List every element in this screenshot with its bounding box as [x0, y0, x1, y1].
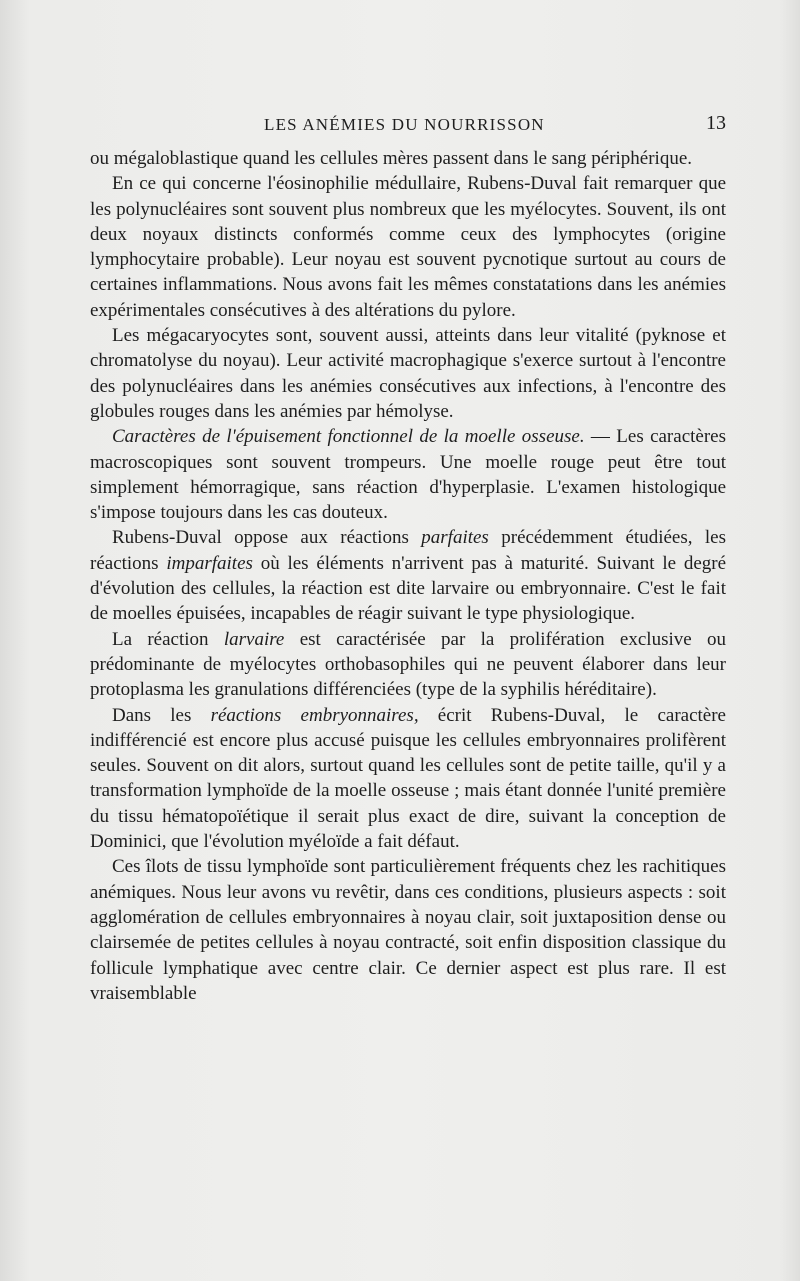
paragraph-1 [90, 146, 726, 171]
paragraph-2 [90, 171, 726, 323]
italic-term: réactions embryonnaires, [210, 704, 419, 726]
italic-term: imparfaites [166, 552, 253, 574]
paragraph-3 [90, 323, 726, 424]
paragraph-8 [90, 854, 726, 1006]
paragraph-text: est caractérisée par la prolifération exclusive ou prédominante de myélocytes orthobasophiles qui ne peuvent élaborer dans leur protoplasma les granulations différenciées (type de la syphilis héréditaire). [90, 628, 726, 701]
paragraph-text: Dans les [112, 704, 211, 726]
page-header [90, 112, 726, 142]
paragraph-text: — Les caractères macroscopiques sont souvent trompeurs. Une moelle rouge peut être tout simplement hémorragique, sans réaction d'hyperplasie. L'examen histologique s'impose toujours dans les cas douteux. [90, 426, 726, 524]
paragraph-text: ou mégaloblastique quand les cellules mères passent dans le sang périphérique. [90, 148, 693, 169]
paragraph-text: Les mégacaryocytes sont, souvent aussi, atteints dans leur vitalité (pyknose et chromatolyse du noyau). Leur activité macrophagique s'exerce surtout à l'encontre des polynucléaires dans les anémies consécutives aux infections, à l'encontre des globules rouges dans les anémies par hémolyse. [90, 325, 726, 422]
paragraph-text: précédemment étudiées, les réactions [90, 527, 727, 574]
page-number: 13 [706, 112, 726, 134]
paragraph-6 [90, 627, 726, 703]
paragraph-7 [90, 703, 726, 855]
section-heading-italic: Caractères de l'épuisement fonctionnel de la moelle osseuse. [112, 426, 585, 448]
paragraph-text: La réaction [112, 628, 224, 650]
paragraph-5 [90, 525, 726, 626]
body-text [90, 146, 726, 1006]
paragraph-text: En ce qui concerne l'éosinophilie médullaire, Rubens-Duval fait remarquer que les polynucléaires sont souvent plus nombreux que les myélocytes. Souvent, ils ont deux noyaux distincts conformés comme ceux des lymphocytes (origine lymphocytaire probable). Leur noyau est souvent pycnotique surtout au cours de certaines inflammations. Nous avons fait les mêmes constatations dans les anémies expérimentales consécutives à des altérations du pylore. [90, 173, 726, 321]
running-title: LES ANÉMIES DU NOURRISSON [264, 115, 545, 134]
paragraph-text: Rubens-Duval oppose aux réactions [112, 527, 422, 549]
paragraph-text: où les éléments n'arrivent pas à maturité. Suivant le degré d'évolution des cellules, la réaction est dite larvaire ou embryonnaire. C'est le fait de moelles épuisées, incapables de réagir suivant le type physiologique. [90, 552, 727, 625]
italic-term: parfaites [421, 527, 489, 549]
paragraph-text: écrit Rubens-Duval, le caractère indifférencié est encore plus accusé puisque les cellules embryonnaires prolifèrent seules. Souvent on dit alors, surtout quand les cellules sont de petite taille, qu'il y a transformation lymphoïde de la moelle osseuse ; mais étant donnée l'unité première du tissu hématopoïétique il serait plus exact de dire, suivant la conception de Dominici, que l'évolution myéloïde a fait défaut. [90, 704, 726, 853]
italic-term: larvaire [223, 628, 285, 650]
paragraph-4 [90, 424, 726, 525]
paragraph-text: Ces îlots de tissu lymphoïde sont particulièrement fréquents chez les rachitiques anémiques. Nous leur avons vu revêtir, dans ces conditions, plusieurs aspects : soit agglomération de cellules embryonnaires à noyau clair, soit juxtaposition dense ou clairsemée de petites cellules à noyau contracté, soit enfin disposition classique du follicule lymphatique avec centre clair. Ce dernier aspect est plus rare. Il est vraisemblable [90, 856, 726, 1004]
